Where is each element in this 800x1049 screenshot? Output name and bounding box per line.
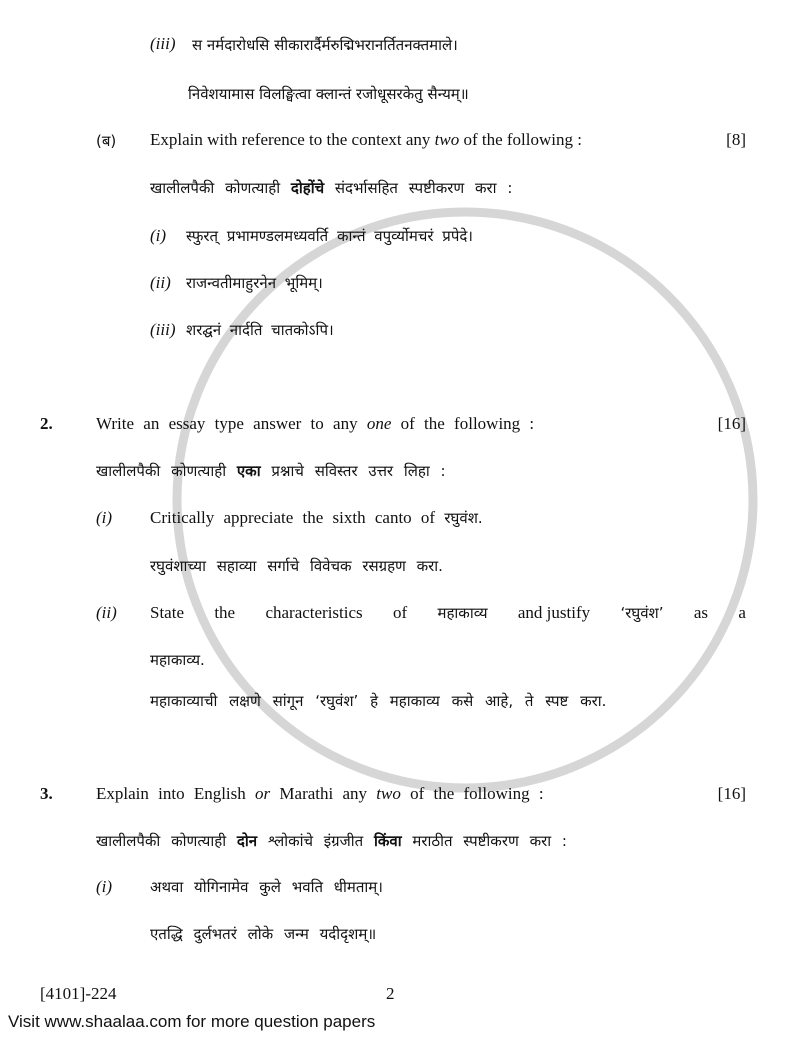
verse-line: स्फुरत् प्रभामण्डलमध्यवर्ति कान्तं वपुर्व्योमचरं प्रपेदे। — [186, 227, 473, 245]
item-number: (i) — [96, 877, 113, 896]
marks: [8] — [726, 130, 746, 149]
question-text: Explain into English or Marathi any two of the following : — [96, 784, 544, 803]
question-text-marathi: खालीलपैकी कोणत्याही दोहोंचे संदर्भासहित स्पष्टीकरण करा : — [150, 179, 513, 197]
item-number: (i) — [96, 508, 113, 527]
item-number: (iii) — [150, 34, 176, 53]
marks: [16] — [717, 784, 746, 803]
verse-line: एतद्धि दुर्लभतरं लोके जन्म यदीदृशम्॥ — [150, 925, 377, 943]
question-text-marathi: खालीलपैकी कोणत्याही एका प्रश्नाचे सविस्तर उत्तर लिहा : — [96, 462, 446, 480]
page-number: 2 — [386, 984, 395, 1003]
verse-line: निवेशयामास विलङ्घित्वा क्लान्तं रजोधूसरकेतु सैन्यम्॥ — [188, 85, 469, 103]
section-label: (ब) — [96, 132, 117, 150]
item-number: (iii) — [150, 320, 176, 339]
verse-line: शरद्घनं नार्दति चातकोऽपि। — [186, 321, 334, 339]
item-number: (i) — [150, 226, 167, 245]
footer-link-text: Visit www.shaalaa.com for more question papers — [8, 1012, 376, 1031]
verse-line: स नर्मदारोधसि सीकारार्दैर्मरुद्मिभरानर्तितनक्तमाले। — [192, 36, 458, 54]
marks: [16] — [717, 414, 746, 433]
sub-question-marathi: रघुवंशाच्या सहाव्या सर्गाचे विवेचक रसग्रहण करा. — [150, 557, 443, 575]
question-text-marathi: खालीलपैकी कोणत्याही दोन श्लोकांचे इंग्रजीत किंवा मराठीत स्पष्टीकरण करा : — [96, 832, 567, 850]
verse-line: राजन्वतीमाहुरनेन भूमिम्। — [186, 274, 323, 292]
question-number: 3. — [40, 784, 53, 803]
question-text: Write an essay type answer to any one of the following : — [96, 414, 535, 433]
item-number: (ii) — [150, 273, 171, 292]
verse-line: अथवा योगिनामेव कुले भवति धीमताम्। — [150, 878, 383, 896]
sub-question-text: State the characteristics of महाकाव्य and justify ‘रघुवंश’ as a — [150, 603, 746, 622]
item-number: (ii) — [96, 603, 117, 622]
sub-question-text-cont: महाकाव्य. — [150, 651, 205, 669]
sub-question-text: Critically appreciate the sixth canto of रघुवंश. — [150, 508, 483, 527]
question-number: 2. — [40, 414, 53, 433]
question-text: Explain with reference to the context any two of the following : — [150, 130, 582, 149]
sub-question-marathi: महाकाव्याची लक्षणे सांगून ‘रघुवंश’ हे महाकाव्य कसे आहे, ते स्पष्ट करा. — [150, 692, 607, 710]
paper-code: [4101]-224 — [40, 984, 117, 1003]
